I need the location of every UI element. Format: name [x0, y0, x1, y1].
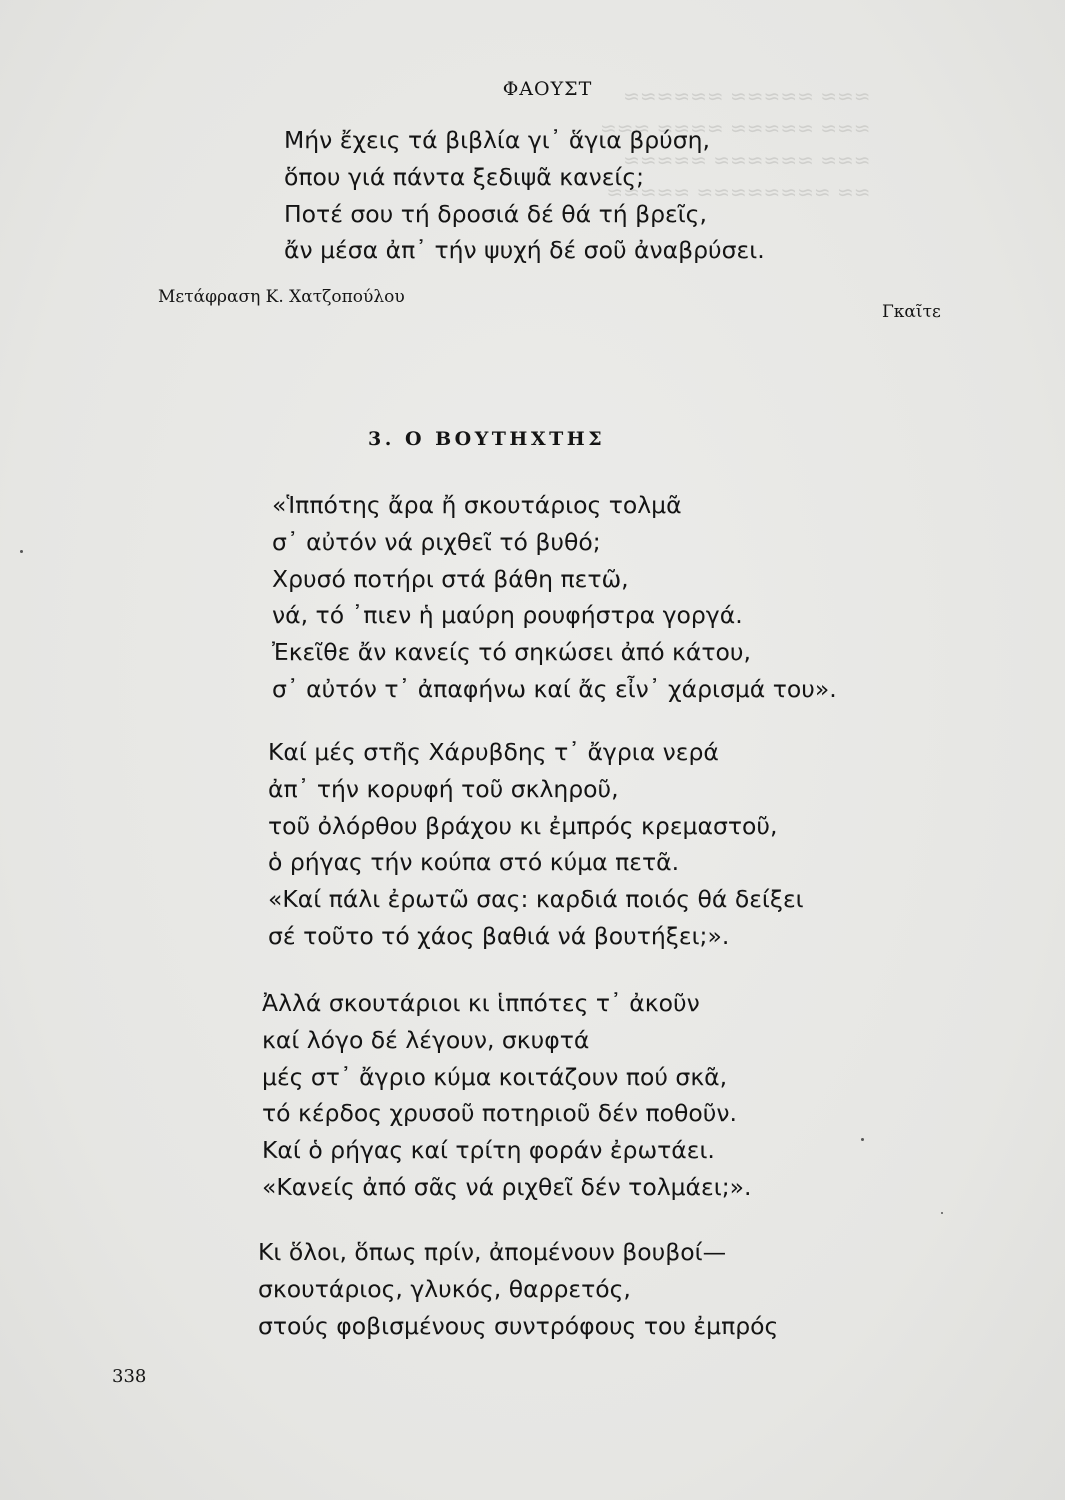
verse-line: ὁ ρήγας τήν κούπα στό κύμα πετᾶ.: [268, 848, 680, 877]
dust-speck: [20, 550, 23, 553]
show-through-texture: ≈≈≈ ≈≈≈≈≈ ≈≈≈≈≈≈ ≈≈≈ ≈≈≈≈≈ ≈≈≈≈ ≈≈≈ ≈≈≈ ≈≈≈≈≈≈ ≈≈≈≈≈ ≈≈ ≈≈≈≈≈≈≈≈ ≈≈≈≈≈: [600, 84, 871, 204]
verse-line: σκουτάριος, γλυκός, θαρρετός,: [258, 1274, 631, 1303]
verse-line: Ἐκεῖθε ἄν κανείς τό σηκώσει ἀπό κάτου,: [272, 638, 751, 667]
verse-line: «Ἱππότης ἄρα ἤ σκουτάριος τολμᾶ: [272, 491, 682, 519]
verse-line: Ποτέ σου τή δροσιά δέ θά τή βρεῖς,: [284, 199, 707, 228]
diver-stanza-1: [272, 487, 837, 708]
diver-stanza-4: [258, 1234, 778, 1344]
diver-stanza-2: [268, 734, 804, 955]
author-name: Γκαῖτε: [882, 302, 941, 322]
page-number: 338: [112, 1366, 147, 1387]
verse-line: καί λόγο δέ λέγουν, σκυφτά: [262, 1025, 590, 1054]
verse-line: τό κέρδος χρυσοῦ ποτηριοῦ δέν ποθοῦν.: [262, 1099, 737, 1128]
translation-credit: Μετάφραση Κ. Χατζοπούλου: [158, 287, 405, 307]
verse-line: σέ τοῦτο τό χάος βαθιά νά βουτήξει;».: [268, 921, 730, 950]
verse-line: Καί ὁ ρήγας καί τρίτη φοράν ἐρωτάει.: [262, 1136, 715, 1165]
verse-line: σ᾽ αὐτόν νά ριχθεῖ τό βυθό;: [272, 527, 601, 556]
verse-line: Ἀλλά σκουτάριοι κι ἱππότες τ᾽ ἀκοῦν: [262, 989, 700, 1017]
verse-line: νά, τό ᾽πιεν ἡ μαύρη ρουφήστρα γοργά.: [272, 601, 743, 630]
verse-line: Χρυσό ποτήρι στά βάθη πετῶ,: [272, 564, 629, 593]
verse-line: Καί μές στῆς Χάρυβδης τ᾽ ἄγρια νερά: [268, 738, 719, 766]
verse-line: σ᾽ αὐτόν τ᾽ ἀπαφήνω καί ἄς εἶν᾽ χάρισμά του».: [272, 674, 837, 703]
verse-line: Κι ὅλοι, ὅπως πρίν, ἀπομένουν βουβοί—: [258, 1238, 727, 1266]
poem-title: 3. Ο ΒΟΥΤΗΧΤΗΣ: [368, 428, 606, 450]
verse-line: «Κανείς ἀπό σᾶς νά ριχθεῖ δέν τολμάει;».: [262, 1172, 752, 1201]
dust-speck: [941, 1212, 943, 1214]
verse-line: ὅπου γιά πάντα ξεδιψᾶ κανείς;: [284, 162, 645, 191]
verse-line: στούς φοβισμένους συντρόφους του ἐμπρός: [258, 1311, 779, 1340]
dust-speck: [861, 1138, 864, 1141]
verse-line: Μήν ἔχεις τά βιβλία γι᾽ ἅγια βρύση,: [284, 126, 710, 154]
verse-line: μές στ᾽ ἄγριο κύμα κοιτάζουν πού σκᾶ,: [262, 1062, 728, 1091]
faust-title: ΦΑΟΥΣΤ: [502, 78, 593, 100]
verse-line: τοῦ ὀλόρθου βράχου κι ἐμπρός κρεμαστοῦ,: [268, 811, 778, 840]
faust-verse: [284, 122, 765, 269]
verse-line: «Καί πάλι ἐρωτῶ σας: καρδιά ποιός θά δείξει: [268, 885, 804, 914]
verse-line: ἄν μέσα ἀπ᾽ τήν ψυχή δέ σοῦ ἀναβρύσει.: [284, 236, 765, 265]
diver-stanza-3: [262, 985, 751, 1206]
verse-line: ἀπ᾽ τήν κορυφή τοῦ σκληροῦ,: [268, 774, 619, 803]
